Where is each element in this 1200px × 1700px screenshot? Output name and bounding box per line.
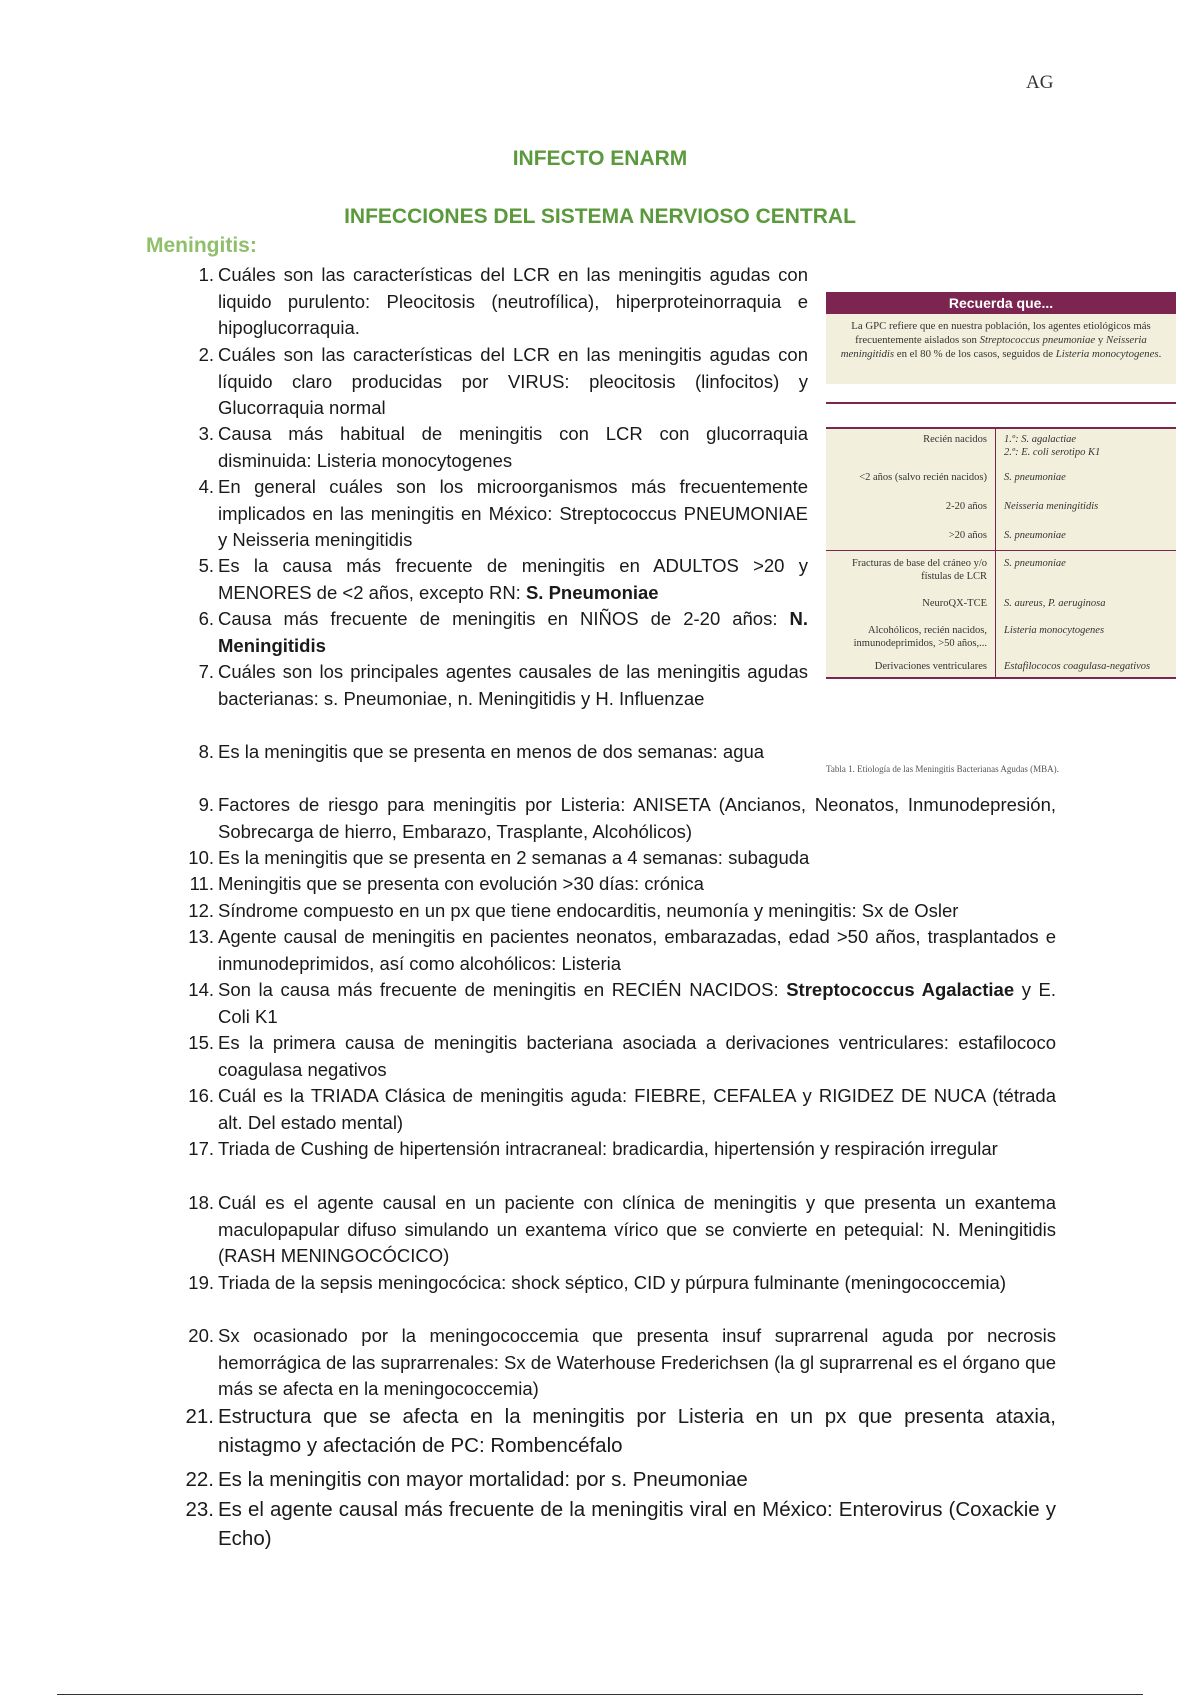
etiology-row <box>826 429 1176 463</box>
list-item-text: Triada de la sepsis meningocócica: shock séptico, CID y púrpura fulminante (meningococcemia) <box>218 1272 1006 1293</box>
reminder-box <box>826 292 1176 404</box>
list-item-text: Son la causa más frecuente de meningitis en RECIÉN NACIDOS: Streptococcus Agalactiae y E. Coli K1 <box>218 979 1057 1027</box>
etiology-row <box>826 492 1176 521</box>
etiology-agent: Neisseria meningitidis <box>1004 501 1099 512</box>
etiology-table <box>826 427 1176 679</box>
etiology-group: Recién nacidos <box>826 429 996 463</box>
list-item-number: 17. <box>188 1138 214 1159</box>
list-item-number: 9. <box>198 794 214 815</box>
etiology-group: 2-20 años <box>826 492 996 521</box>
list-item-text: Estructura que se afecta en la meningitis por Listeria en un px que presenta ataxia, nistagmo y afectación de PC: Rombencéfalo <box>218 1405 1056 1457</box>
list-item-number: 20. <box>188 1325 214 1346</box>
list-item-text: Es la primera causa de meningitis bacteriana asociada a derivaciones ventriculares: estafilococo coagulasa negativos <box>218 1032 1056 1080</box>
reminder-title: Recuerda que... <box>826 292 1176 314</box>
list-item-text: Es la meningitis con mayor mortalidad: por s. Pneumoniae <box>218 1468 748 1491</box>
list-item-text: Meningitis que se presenta con evolución >30 días: crónica <box>218 873 704 894</box>
list-item-text: Agente causal de meningitis en pacientes neonatos, embarazadas, edad >50 años, trasplantados e inmunodeprimidos, así como alcohólicos: Listeria <box>218 926 1056 974</box>
list-item-text: Cuáles son las características del LCR en las meningitis agudas con liquido purulento: Pleocitosis (neutrofílica), hiperproteinorraquia e hipoglucorraquia. <box>218 264 808 338</box>
etiology-group: Fracturas de base del cráneo y/o fístulas de LCR <box>826 551 996 589</box>
list-item-number: 7. <box>198 661 214 682</box>
etiology-agent: S. pneumoniae <box>1004 472 1066 483</box>
list-item-number: 15. <box>188 1032 214 1053</box>
etiology-agent: 1.º: S. agalactiae 2.º: E. coli serotipo K1 <box>1004 434 1101 458</box>
list-item-number: 11. <box>189 873 214 894</box>
list-item-text: Es el agente causal más frecuente de la meningitis viral en México: Enterovirus (Coxackie y Echo) <box>218 1498 1056 1550</box>
etiology-agent: S. pneumoniae <box>1004 530 1066 541</box>
author-initials: AG <box>1026 72 1054 93</box>
document-title: INFECTO ENARM <box>512 147 688 170</box>
reminder-text: La GPC refiere que en nuestra población, los agentes etiológicos más frecuentemente aislados son Streptococcus pneumoniae y Neisseria meningitidis en el 80 % de los casos, seguidos de Listeria monocytogenes. <box>826 314 1176 384</box>
list-item-text: Triada de Cushing de hipertensión intracraneal: bradicardia, hipertensión y respiración irregular <box>218 1138 998 1159</box>
etiology-row <box>826 589 1176 618</box>
etiology-group: <2 años (salvo recién nacidos) <box>826 463 996 492</box>
etiology-table-caption: Tabla 1. Etiología de las Meningitis Bacterianas Agudas (MBA). <box>826 764 1059 774</box>
list-item-number: 19. <box>188 1272 214 1293</box>
list-item-number: 13. <box>188 926 214 947</box>
etiology-group: NeuroQX-TCE <box>826 589 996 618</box>
list-item-number: 1. <box>198 264 214 285</box>
list-item-text: Cuál es la TRIADA Clásica de meningitis aguda: FIEBRE, CEFALEA y RIGIDEZ DE NUCA (tétrada alt. Del estado mental) <box>218 1085 1056 1133</box>
etiology-row <box>826 550 1176 589</box>
list-item-text: Factores de riesgo para meningitis por Listeria: ANISETA (Ancianos, Neonatos, Inmunodepresión, Sobrecarga de hierro, Embarazo, Trasplante, Alcohólicos) <box>218 794 1056 842</box>
list-item-text: En general cuáles son los microorganismos más frecuentemente implicados en las meningitis en México: Streptococcus PNEUMONIAE y Neisseria meningitidis <box>218 476 808 550</box>
list-item-number: 3. <box>198 423 214 444</box>
list-item-number: 8. <box>198 741 214 762</box>
list-item-text: Cuál es el agente causal en un paciente con clínica de meningitis y que presenta un exantema maculopapular difuso simulando un exantema vírico que se convierte en petequial: N. Meningitidis (RASH MENINGOCÓCICO) <box>218 1192 1056 1266</box>
list-item-text: Síndrome compuesto en un px que tiene endocarditis, neumonía y meningitis: Sx de Osler <box>218 900 959 921</box>
etiology-group: Alcohólicos, recién nacidos, inmunodeprimidos, >50 años,... <box>826 618 996 656</box>
list-item-number: 22. <box>185 1468 214 1491</box>
etiology-row <box>826 656 1176 677</box>
list-item-text: Es la causa más frecuente de meningitis en ADULTOS >20 y MENORES de <2 años, excepto RN: S. Pneumoniae <box>218 555 808 603</box>
list-item-number: 23. <box>185 1498 214 1521</box>
list-item-number: 12. <box>188 900 214 921</box>
list-item-number: 21. <box>185 1405 214 1428</box>
list-item-number: 18. <box>188 1192 214 1213</box>
etiology-agent: S. pneumoniae <box>1004 558 1066 569</box>
page-bottom-rule <box>57 1694 1143 1695</box>
list-item-number: 6. <box>198 608 214 629</box>
etiology-group: Derivaciones ventriculares <box>826 656 996 677</box>
list-item-text: Cuáles son los principales agentes causales de las meningitis agudas bacterianas: s. Pneumoniae, n. Meningitidis y H. Influenzae <box>218 661 808 709</box>
list-item-number: 16. <box>188 1085 214 1106</box>
list-item-text: Sx ocasionado por la meningococcemia que presenta insuf suprarrenal aguda por necrosis hemorrágica de las suprarrenales: Sx de Waterhouse Frederichsen (la gl suprarrenal es el órgano que más se afecta en la meningococcemia) <box>218 1325 1056 1399</box>
document-subtitle: INFECCIONES DEL SISTEMA NERVIOSO CENTRAL <box>344 205 856 228</box>
etiology-group: >20 años <box>826 521 996 550</box>
etiology-row <box>826 618 1176 656</box>
list-item-text: Es la meningitis que se presenta en 2 semanas a 4 semanas: subaguda <box>218 847 810 868</box>
list-item-number: 2. <box>198 344 214 365</box>
list-item-number: 14. <box>188 979 214 1000</box>
etiology-agent: Estafilococos coagulasa-negativos <box>1004 661 1151 672</box>
etiology-row <box>826 463 1176 492</box>
list-item-text: Cuáles son las características del LCR en las meningitis agudas con líquido claro producidas por VIRUS: pleocitosis (linfocitos) y Glucorraquia normal <box>218 344 808 418</box>
section-heading: Meningitis: <box>146 234 257 257</box>
list-item-text: Es la meningitis que se presenta en menos de dos semanas: agua <box>218 741 765 762</box>
etiology-agent: Listeria monocytogenes <box>1004 625 1105 636</box>
list-item-text: Causa más habitual de meningitis con LCR con glucorraquia disminuida: Listeria monocytogenes <box>218 423 808 471</box>
etiology-row <box>826 521 1176 550</box>
list-item-number: 10. <box>188 847 214 868</box>
list-item-number: 5. <box>198 555 214 576</box>
list-item-text: Causa más frecuente de meningitis en NIÑOS de 2-20 años: N. Meningitidis <box>218 608 808 656</box>
list-item-number: 4. <box>198 476 214 497</box>
etiology-agent: S. aureus, P. aeruginosa <box>1004 598 1106 609</box>
